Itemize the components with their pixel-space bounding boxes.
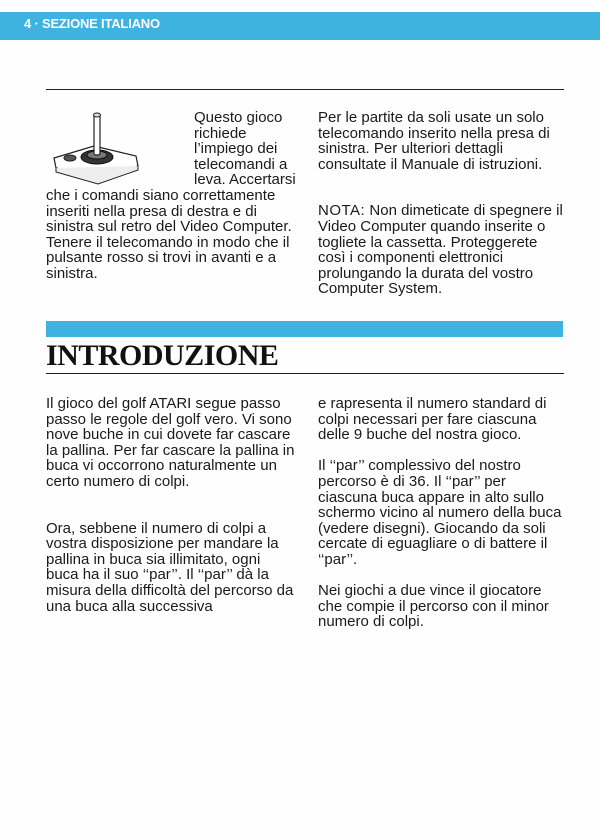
section-header-label: 4 · SEZIONE ITALIANO [24,16,160,31]
nota-paragraph [318,203,566,297]
controller-instructions [46,110,296,282]
intro-accent-bar [46,321,563,337]
controller-text: Questo gioco richiede l’impiego dei telecomandi a leva. Accertarsi che i comandi siano correttamente inseriti nella presa di destra e di sinistra sul retro del Video Computer. Tenere il telecomando in modo che il pulsante rosso si trovi in avanti e a sinistra. [46,109,296,282]
intro-divider [46,373,564,374]
section-header-bar [0,12,600,40]
single-player-notes [318,110,566,297]
nota-text: Non dimeticate di spegnere il Video Computer quando inserite o togliete la cassetta. Proteggerete così i componenti elettronici prolungando la durata del vostro Computer System. [318,202,563,298]
intro-paragraph-2: Ora, sebbene il numero di colpi a vostra disposizione per mandare la pallina in buca sia illimitato, ogni buca ha il suo ‘‘par’’. Il ‘‘par’’ dà la misura della difficoltà del percorso da una buca alla successiva [46,519,294,615]
intro-paragraph-4: Il ‘‘par’’ complessivo del nostro percorso è di 36. Il ‘‘par’’ per ciascuna buca appare in alto sullo schermo vicino al numero della buca (vedere disegni). Giocando da soli cercate di eguagliare o di battere il ‘‘par’’. [318,457,562,568]
intro-heading: INTRODUZIONE [46,339,279,372]
intro-left-column [46,396,296,614]
nota-label: NOTA: [318,202,366,220]
single-player-paragraph: Per le partite da soli usate un solo telecomando inserito nella presa di sinistra. Per ulteriori dettagli consultate il Manuale di istruzioni. [318,109,550,173]
intro-paragraph-1: Il gioco del golf ATARI segue passo passo le regole del golf vero. Vi sono nove buche in cui dovete far cascare la pallina. Per far cascare la pallina in buca vi occorrono naturalmente un certo numero di colpi. [46,395,295,490]
top-divider [46,89,564,90]
intro-paragraph-5: Nei giochi a due vince il giocatore che compie il percorso con il minor numero di colpi. [318,582,549,631]
joystick-icon [46,110,194,185]
intro-right-column [318,396,566,630]
intro-paragraph-3: e rapresenta il numero standard di colpi necessari per fare ciascuna delle 9 buche del nostra gioco. [318,395,547,444]
